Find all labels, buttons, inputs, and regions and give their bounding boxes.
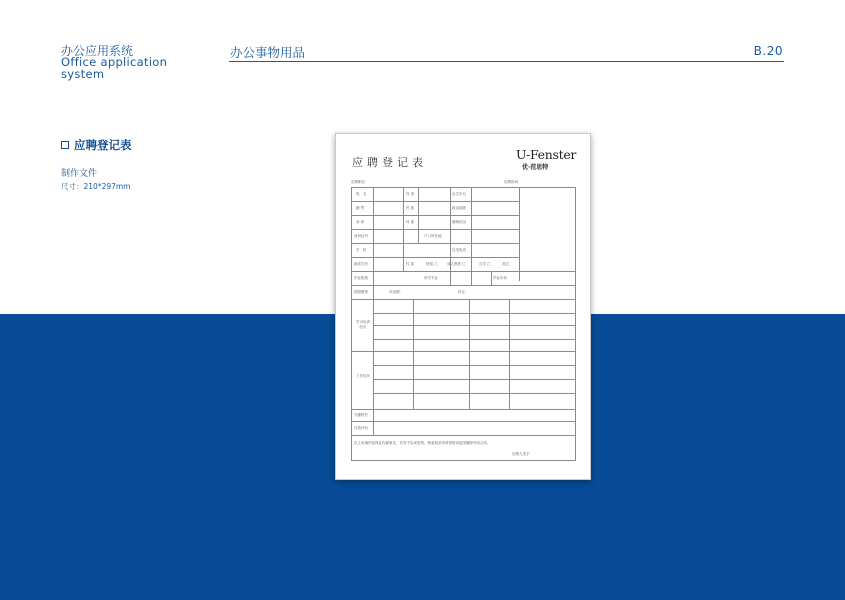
section-title: 办公事物用品	[230, 45, 306, 60]
brand-logo: U-Fenster	[516, 147, 577, 162]
label-marital: 婚姻状况	[452, 220, 466, 224]
header-divider	[229, 61, 784, 62]
item-title-text: 应聘登记表	[74, 138, 132, 152]
label-mobile: 手 机	[356, 248, 367, 252]
brand-logo-cn: 优·范思特	[522, 164, 549, 171]
label-id: 身份证号	[354, 234, 368, 238]
photo-box-border	[519, 187, 520, 281]
label-self-eval: 自我评价	[354, 426, 368, 430]
option-adult: 成人教育 □	[447, 262, 466, 266]
label-regular: 转正：	[458, 290, 469, 294]
option-other: 其它：	[502, 262, 513, 266]
date-label: 应聘时间：	[504, 180, 522, 184]
label-probation: 试用期：	[389, 290, 403, 294]
item-title	[61, 137, 132, 153]
form-title: 应聘登记表	[352, 156, 427, 169]
system-title-en: Office application system	[61, 55, 168, 81]
application-form-preview	[335, 133, 591, 480]
label-skills: 兴趣特长	[354, 413, 368, 417]
label-home-phone: 住宅电话	[452, 248, 466, 252]
item-subtitle: 制作文件	[61, 169, 98, 179]
label-school: 毕业院校	[354, 276, 368, 280]
label-name: 姓 名	[356, 192, 367, 196]
label-study: 学习培训经历	[356, 320, 370, 329]
page-number: B.20	[753, 44, 783, 58]
item-size: 尺寸：210*297mm	[61, 182, 131, 191]
label-origin: 籍 贯	[356, 206, 365, 210]
label-edu-type: 性 质	[406, 262, 415, 266]
label-politics: 政治面貌	[452, 206, 466, 210]
label-salary: 期望薪资	[354, 290, 368, 294]
system-title-cn: 办公应用系统	[61, 44, 134, 58]
option-fulltime: 统招 □	[426, 262, 438, 266]
label-work: 工作经历	[356, 374, 370, 378]
label-height: 身 高	[356, 220, 365, 224]
label-signature: 应聘人签字：	[512, 452, 533, 456]
label-gender: 性 别	[406, 192, 415, 196]
checkbox-icon	[61, 141, 69, 149]
label-major: 所学专业	[424, 276, 438, 280]
label-hukou: 户口所在地	[424, 234, 442, 238]
label-education: 最高学历	[354, 262, 368, 266]
label-birth: 出生年月	[452, 192, 466, 196]
form-statement: 以上所填内容保证均属事实，若有不实或虚构，愿意取消申请资格或接受解除劳动合同。	[354, 441, 491, 445]
position-label: 应聘职位：	[351, 180, 369, 184]
label-grad-time: 毕业年份	[493, 276, 507, 280]
label-nation: 民 族	[406, 206, 415, 210]
option-self-study: 自学 □	[479, 262, 491, 266]
label-weight: 体 重	[406, 220, 415, 224]
